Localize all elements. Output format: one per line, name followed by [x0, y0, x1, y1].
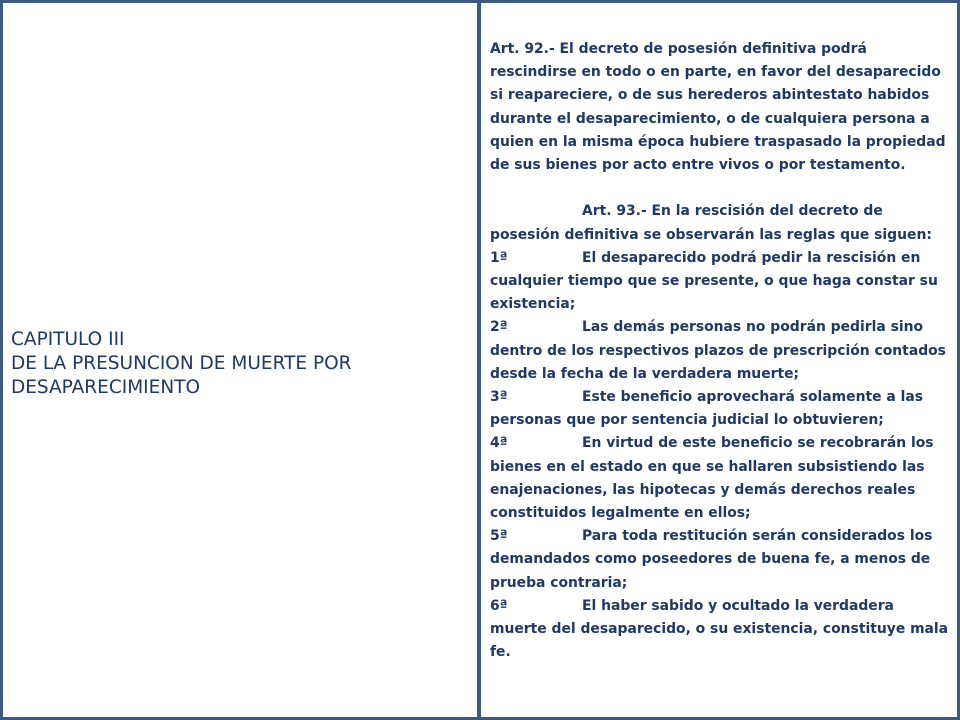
rule-6	[490, 595, 951, 665]
article-93-text: Art. 93.- En la rescisión del decreto de posesión definitiva se observarán las reglas que siguen:	[490, 203, 932, 243]
rule-number: 3ª	[490, 389, 508, 406]
rule-4	[490, 432, 951, 525]
rule-number: 1ª	[490, 249, 508, 266]
chapter-panel	[3, 3, 481, 717]
rule-text: Las demás personas no podrán pedirla sino dentro de los respectivos plazos de prescripción contados desde la fecha de la verdadera muerte;	[490, 319, 946, 382]
rule-text: Este beneficio aprovechará solamente a las personas que por sentencia judicial lo obtuvieren;	[490, 389, 923, 429]
rule-text: Para toda restitución serán considerados los demandados como poseedores de buena fe, a menos de prueba contraria;	[490, 528, 933, 591]
rule-text: El desaparecido podrá pedir la rescisión en cualquier tiempo que se presente, o que haga constar su existencia;	[490, 249, 938, 313]
article-93	[490, 200, 951, 246]
rule-number: 5ª	[490, 528, 508, 545]
chapter-heading: DE LA PRESUNCION DE MUERTE POR DESAPARECIMIENTO	[11, 353, 352, 398]
article-92: Art. 92.- El decreto de posesión definitiva podrá rescindirse en todo o en parte, en favor del desaparecido si reapareciere, o de sus herederos abintestato habidos durante el desaparecimiento, o de cualquiera persona a quien en la misma época hubiere traspasado la propiedad de sus bienes por acto entre vivos o por testamento.	[490, 41, 946, 174]
chapter-number: CAPITULO III	[11, 329, 125, 350]
rule-text: El haber sabido y ocultado la verdadera muerte del desaparecido, o su existencia, constituye mala fe.	[490, 597, 949, 661]
chapter-title	[11, 328, 477, 400]
paragraph-gap	[490, 177, 951, 200]
rule-number: 2ª	[490, 319, 508, 336]
rule-number: 6ª	[490, 597, 508, 614]
article-panel	[481, 3, 957, 717]
rule-3	[490, 386, 951, 432]
rule-5	[490, 525, 951, 595]
rule-text: En virtud de este beneficio se recobrarán los bienes en el estado en que se hallaren subsistiendo las enajenaciones, las hipotecas y demás derechos reales constituidos legalmente en ellos;	[490, 435, 934, 522]
rule-number: 4ª	[490, 435, 508, 452]
rule-1	[490, 247, 951, 317]
rule-2	[490, 316, 951, 386]
